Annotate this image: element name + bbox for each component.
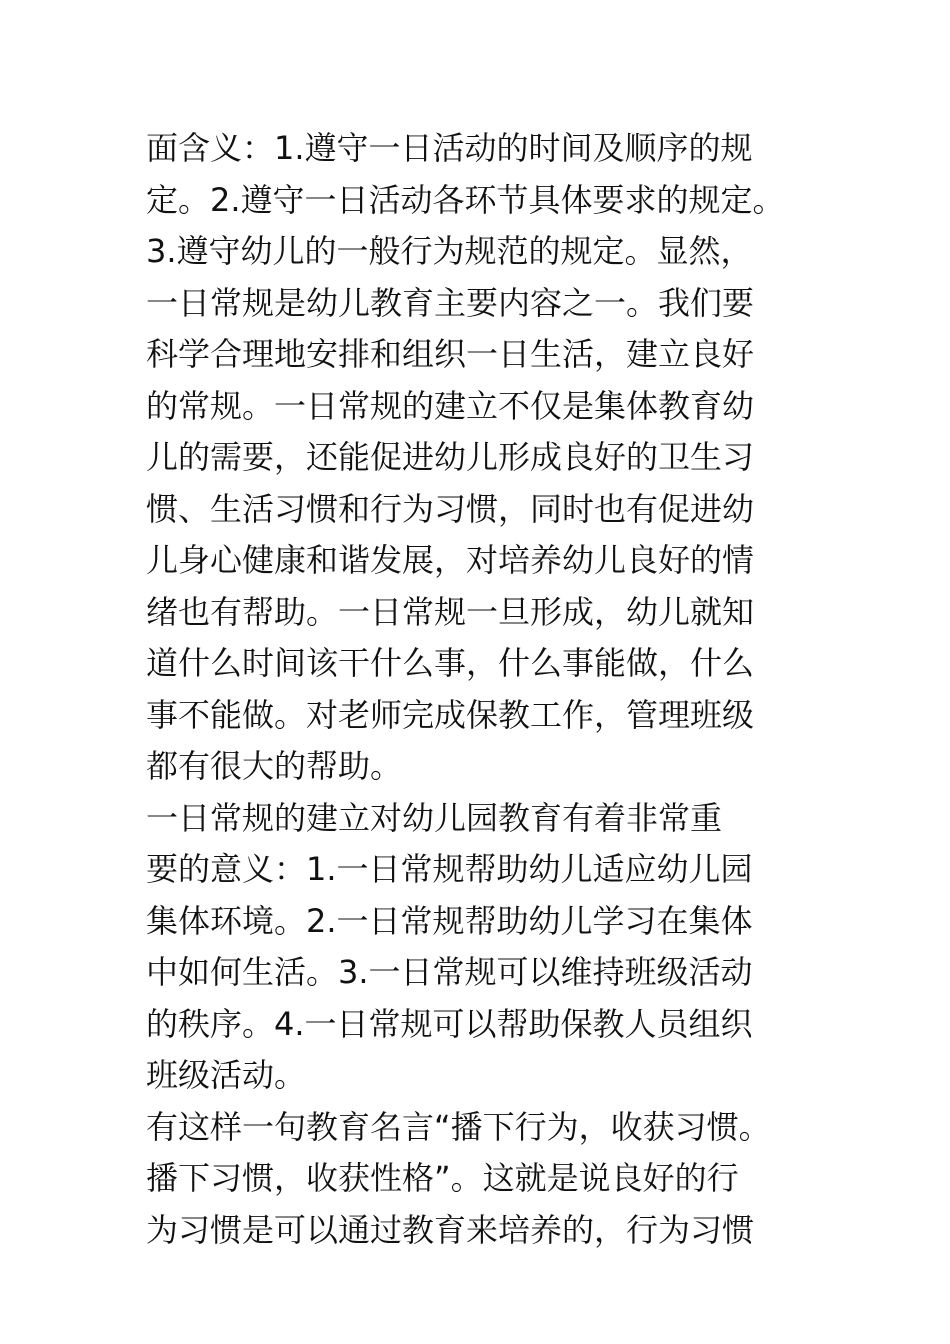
text-line: 3.遵守幼儿的一般行为规范的规定。显然， <box>146 232 753 270</box>
text-line: 儿的需要，还能促进幼儿形成良好的卫生习 <box>146 438 755 476</box>
text-line: 为习惯是可以通过教育来培养的，行为习惯 <box>146 1210 755 1249</box>
text-line: 中如何生活。3.一日常规可以维持班级活动 <box>146 953 753 991</box>
text-line: 定。2.遵守一日活动各环节具体要求的规定。 <box>146 180 785 219</box>
text-line: 事不能做。对老师完成保教工作，管理班级 <box>146 695 755 734</box>
text-line: 一日常规的建立对幼儿园教育有着非常重 <box>146 798 723 837</box>
text-line: 的秩序。4.一日常规可以帮助保教人员组织 <box>146 1004 753 1043</box>
text-line: 有这样一句教育名言“播下行为，收获习惯。 <box>146 1107 771 1146</box>
text-line: 惯、生活习惯和行为习惯，同时也有促进幼 <box>146 489 755 528</box>
text-line: 绪也有帮助。一日常规一旦形成，幼儿就知 <box>146 592 755 631</box>
body-text <box>146 123 846 1256</box>
text-line: 都有很大的帮助。 <box>146 747 403 785</box>
text-line: 班级活动。 <box>146 1056 307 1094</box>
text-line: 集体环境。2.一日常规帮助幼儿学习在集体 <box>146 901 753 940</box>
text-line: 要的意义：1.一日常规帮助幼儿适应幼儿园 <box>146 850 753 888</box>
text-line: 一日常规是幼儿教育主要内容之一。我们要 <box>146 283 755 322</box>
text-line: 面含义：1.遵守一日活动的时间及顺序的规 <box>146 129 753 167</box>
text-line: 科学合理地安排和组织一日生活，建立良好 <box>146 335 755 373</box>
text-line: 播下习惯，收获性格”。这就是说良好的行 <box>146 1159 739 1197</box>
text-line: 的常规。一日常规的建立不仅是集体教育幼 <box>146 386 755 425</box>
text-line: 道什么时间该干什么事，什么事能做，什么 <box>146 644 755 682</box>
text-line: 儿身心健康和谐发展，对培养幼儿良好的情 <box>146 541 755 579</box>
